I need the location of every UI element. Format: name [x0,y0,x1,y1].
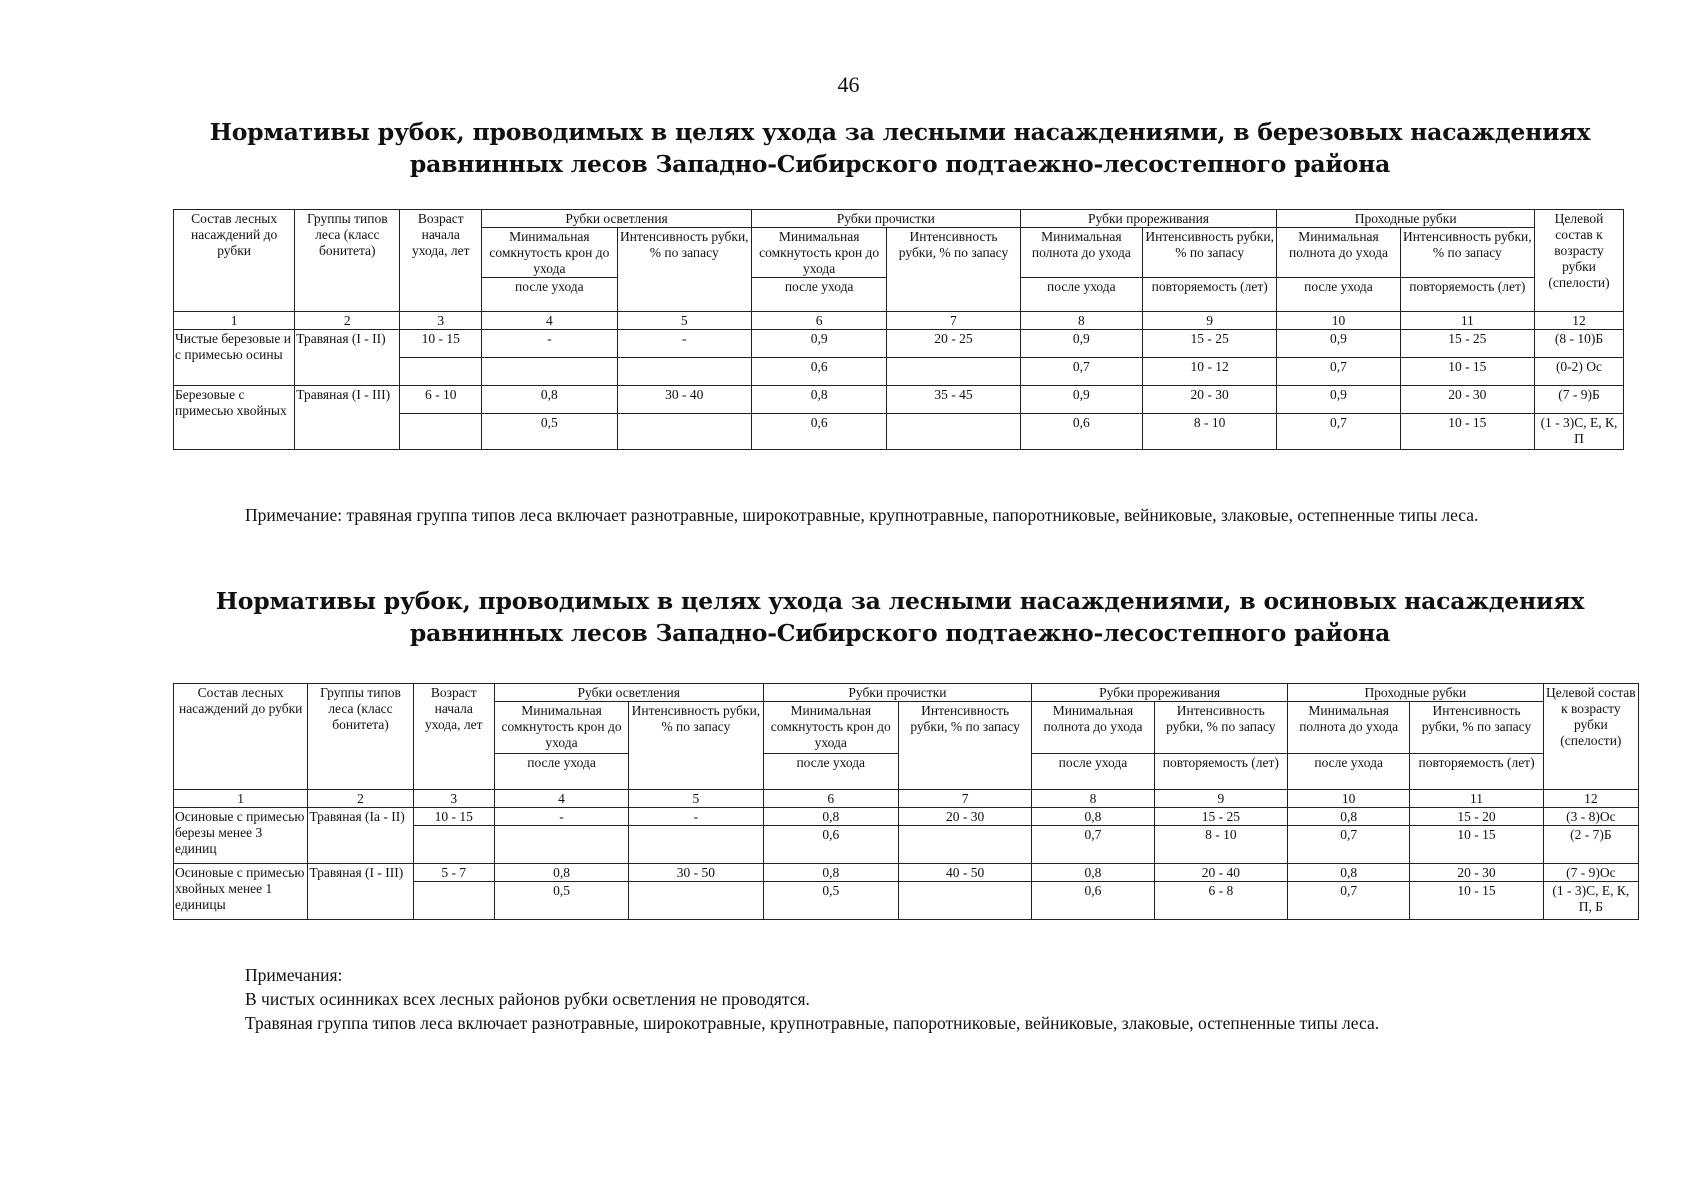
table-cell: 10 - 15 [413,808,494,826]
table-cell: 20 - 30 [1400,386,1534,414]
table-cell: 6 - 10 [400,386,482,414]
header-min-crown: Минимальная сомкнутость крон до ухода [751,228,886,278]
table-cell: 0,5 [763,882,898,920]
aspen-table-notes [245,963,1645,1035]
header-repeat: повторяемость (лет) [1410,754,1543,790]
table-cell: 8 - 10 [1142,414,1276,450]
header-after: после ухода [1277,278,1400,312]
header-intensity: Интенсивность рубки, % по запасу [1410,702,1543,754]
column-number: 2 [295,312,400,330]
header-min-density: Минимальная полнота до ухода [1277,228,1400,278]
table-cell: 15 - 20 [1410,808,1543,826]
column-number: 3 [413,790,494,808]
table-cell: 35 - 45 [887,386,1020,414]
column-number: 6 [751,312,886,330]
table-cell: 0,9 [1277,330,1400,358]
header-start-age: Возраст начала ухода, лет [400,210,482,312]
header-min-density: Минимальная полнота до ухода [1020,228,1142,278]
header-repeat: повторяемость (лет) [1154,754,1287,790]
table-cell: 0,8 [751,386,886,414]
table-cell: 10 - 15 [1410,882,1543,920]
column-number: 9 [1154,790,1287,808]
column-number: 7 [887,312,1020,330]
table-cell: - [482,330,617,358]
row-composition: Осиновые с примесью хвойных менее 1 единицы [174,864,308,920]
table-cell: 10 - 15 [1400,414,1534,450]
table-cell: 0,7 [1288,826,1410,864]
column-number: 10 [1277,312,1400,330]
table-cell: 0,9 [1020,386,1142,414]
column-number: 1 [174,312,295,330]
table-cell [629,882,763,920]
column-number: 5 [629,790,763,808]
table-cell: (7 - 9)Б [1535,386,1624,414]
birch-title-line-1: Нормативы рубок, проводимых в целях ухода за лесными насаждениями, в березовых насаждениях [209,118,1591,146]
table-cell: 30 - 50 [629,864,763,882]
header-cleaning: Рубки прочистки [751,210,1020,228]
table-cell: 0,8 [1032,808,1154,826]
column-number: 11 [1410,790,1543,808]
header-composition: Состав лесных насаждений до рубки [174,684,308,790]
table-cell: 0,8 [1288,864,1410,882]
table-cell [617,358,751,386]
table-cell: (0-2) Ос [1535,358,1624,386]
table-cell [400,358,482,386]
row-forest-group: Травяная (I - III) [308,864,413,920]
table-cell: 0,8 [494,864,628,882]
header-after: после ухода [751,278,886,312]
header-forest-groups: Группы типов леса (класс бонитета) [295,210,400,312]
table-cell: 0,6 [1032,882,1154,920]
row-forest-group: Травяная (I - II) [295,330,400,386]
table-cell: 0,9 [751,330,886,358]
column-number: 8 [1020,312,1142,330]
header-start-age: Возраст начала ухода, лет [413,684,494,790]
header-intensity: Интенсивность рубки, % по запасу [898,702,1031,790]
table-cell: 10 - 12 [1142,358,1276,386]
column-number: 2 [308,790,413,808]
note-line: Травяная группа типов леса включает разнотравные, широкотравные, крупнотравные, папоротниковые, вейниковые, злаковые, остепненные типы леса. [245,1013,1380,1033]
table-cell: 40 - 50 [898,864,1031,882]
page-number: 46 [837,72,860,97]
header-forest-groups: Группы типов леса (класс бонитета) [308,684,413,790]
column-number: 10 [1288,790,1410,808]
column-number: 6 [763,790,898,808]
table-cell: - [617,330,751,358]
column-number: 9 [1142,312,1276,330]
header-clarification: Рубки осветления [482,210,752,228]
header-after: после ухода [482,278,617,312]
header-after: после ухода [1032,754,1154,790]
table-cell: 20 - 25 [887,330,1020,358]
table-cell [400,414,482,450]
notes-heading: Примечания: [245,965,343,985]
table-cell: 30 - 40 [617,386,751,414]
header-intensity: Интенсивность рубки, % по запасу [629,702,763,790]
header-thinning: Рубки прореживания [1020,210,1277,228]
column-number: 11 [1400,312,1534,330]
table-cell: 0,6 [751,358,886,386]
column-number: 4 [494,790,628,808]
table-cell: 8 - 10 [1154,826,1287,864]
table-cell: 0,6 [763,826,898,864]
table-cell: (3 - 8)Ос [1543,808,1638,826]
table-cell [413,826,494,864]
column-number: 12 [1535,312,1624,330]
header-intensity: Интенсивность рубки, % по запасу [1142,228,1276,278]
table-cell [413,882,494,920]
header-composition: Состав лесных насаждений до рубки [174,210,295,312]
table-cell [887,358,1020,386]
table-cell: (8 - 10)Б [1535,330,1624,358]
table-cell: 0,6 [1020,414,1142,450]
table-cell: 20 - 30 [1410,864,1543,882]
table-cell: 0,8 [763,864,898,882]
table-cell [629,826,763,864]
header-passage: Проходные рубки [1288,684,1544,702]
birch-title-line-2: равнинных лесов Западно-Сибирского подтаежно-лесостепного района [409,150,1391,178]
row-forest-group: Травяная (Iа - II) [308,808,413,864]
header-target: Целевой состав к возрасту рубки (спелости) [1543,684,1638,790]
header-repeat: повторяемость (лет) [1400,278,1534,312]
table-cell: 0,5 [482,414,617,450]
table-cell [898,882,1031,920]
birch-table-title [170,116,1630,180]
column-number: 3 [400,312,482,330]
row-composition: Чистые березовые и с примесью осины [174,330,295,386]
table-cell: 0,9 [1020,330,1142,358]
header-intensity: Интенсивность рубки, % по запасу [887,228,1020,312]
table-cell: 6 - 8 [1154,882,1287,920]
header-after: после ухода [1288,754,1410,790]
table-cell: 15 - 25 [1154,808,1287,826]
column-number: 5 [617,312,751,330]
row-composition: Березовые с примесью хвойных [174,386,295,450]
header-after: после ухода [494,754,628,790]
table-cell: 20 - 30 [1142,386,1276,414]
column-number: 7 [898,790,1031,808]
note-line: В чистых осинниках всех лесных районов рубки осветления не проводятся. [245,989,810,1009]
table-cell: 0,9 [1277,386,1400,414]
table-cell: (2 - 7)Б [1543,826,1638,864]
header-min-crown: Минимальная сомкнутость крон до ухода [482,228,617,278]
header-passage: Проходные рубки [1277,210,1535,228]
header-min-density: Минимальная полнота до ухода [1288,702,1410,754]
header-after: после ухода [1020,278,1142,312]
header-after: после ухода [763,754,898,790]
header-intensity: Интенсивность рубки, % по запасу [617,228,751,312]
table-cell: 10 - 15 [400,330,482,358]
table-cell: - [629,808,763,826]
table-cell: 0,7 [1032,826,1154,864]
table-cell: (1 - 3)С, Е, К, П, Б [1543,882,1638,920]
birch-table-note: Примечание: травяная группа типов леса включает разнотравные, широкотравные, крупнотравные, папоротниковые, вейниковые, злаковые, остепненные типы леса. [245,505,1479,525]
table-cell: 0,7 [1288,882,1410,920]
aspen-table-title [170,585,1630,649]
table-cell: 0,8 [482,386,617,414]
table-cell: 15 - 25 [1142,330,1276,358]
table-cell [494,826,628,864]
column-number: 8 [1032,790,1154,808]
row-forest-group: Травяная (I - III) [295,386,400,450]
table-cell [617,414,751,450]
header-min-density: Минимальная полнота до ухода [1032,702,1154,754]
header-min-crown: Минимальная сомкнутость крон до ухода [763,702,898,754]
column-number: 12 [1543,790,1638,808]
row-composition: Осиновые с примесью березы менее 3 единиц [174,808,308,864]
aspen-title-line-1: Нормативы рубок, проводимых в целях ухода за лесными насаждениями, в осиновых насаждениях [215,587,1585,615]
table-cell: - [494,808,628,826]
aspen-title-line-2: равнинных лесов Западно-Сибирского подтаежно-лесостепного района [409,619,1391,647]
table-cell: 0,7 [1020,358,1142,386]
header-repeat: повторяемость (лет) [1142,278,1276,312]
table-cell [482,358,617,386]
column-number: 1 [174,790,308,808]
header-thinning: Рубки прореживания [1032,684,1288,702]
table-cell: 0,8 [763,808,898,826]
table-cell: 0,5 [494,882,628,920]
column-number: 4 [482,312,617,330]
table-cell: 20 - 40 [1154,864,1287,882]
header-intensity: Интенсивность рубки, % по запасу [1154,702,1287,754]
header-min-crown: Минимальная сомкнутость крон до ухода [494,702,628,754]
table-cell: (7 - 9)Ос [1543,864,1638,882]
table-cell [898,826,1031,864]
table-cell: 0,7 [1277,414,1400,450]
table-cell: 0,6 [751,414,886,450]
header-target: Целевой состав к возрасту рубки (спелости) [1535,210,1624,312]
header-intensity: Интенсивность рубки, % по запасу [1400,228,1534,278]
table-cell: 10 - 15 [1410,826,1543,864]
table-cell: 0,8 [1032,864,1154,882]
table-cell: 15 - 25 [1400,330,1534,358]
aspen-norms-table [173,683,1639,920]
header-clarification: Рубки осветления [494,684,763,702]
table-cell: 0,7 [1277,358,1400,386]
table-cell: 10 - 15 [1400,358,1534,386]
header-cleaning: Рубки прочистки [763,684,1032,702]
table-cell: (1 - 3)С, Е, К, П [1535,414,1624,450]
table-cell: 20 - 30 [898,808,1031,826]
table-cell: 5 - 7 [413,864,494,882]
table-cell: 0,8 [1288,808,1410,826]
table-cell [887,414,1020,450]
birch-norms-table [173,209,1624,450]
